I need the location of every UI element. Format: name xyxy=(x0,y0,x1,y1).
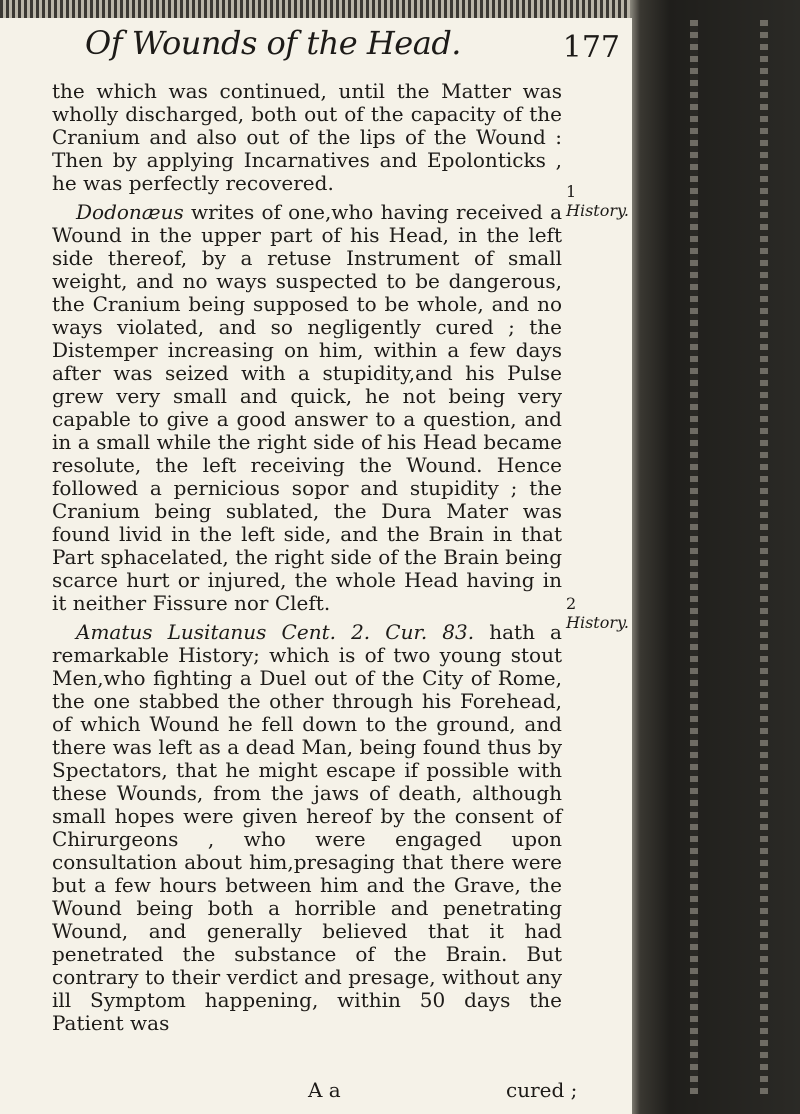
margin-note xyxy=(566,182,632,220)
margin-note-label: History. xyxy=(566,201,629,220)
body-text xyxy=(52,80,562,1041)
paragraph-text: the which was continued, until the Matter was wholly discharged, both out of the capacity of the Cranium and also out of the lips of the Wound : Then by applying Incarnatives and Epolonticks , he was perfectly recovered. xyxy=(52,79,562,195)
margin-note-label: History. xyxy=(566,613,629,632)
running-title: Of Wounds of the Head. xyxy=(85,24,461,62)
book-page xyxy=(0,18,632,1114)
margin-note-number: 2 xyxy=(566,594,577,613)
book-binding-edge xyxy=(630,0,800,1114)
paragraph-lead-italic: Amatus Lusitanus Cent. 2. Cur. 83. xyxy=(76,620,475,644)
margin-note-number: 1 xyxy=(566,182,577,201)
page-number: 177 xyxy=(562,30,620,65)
paragraph-lead-italic: Dodonæus xyxy=(76,200,184,224)
paragraph-text: writes of one,who having received a Wound in the upper part of his Head, in the left side thereof, by a retuse Instrument of small weight, and no ways suspected to be dangerous, the Cranium being supposed to be whole, and no ways violated, and so negligently cured ; the Distemper increasing on him, within a few days after was seized with a stupidity,and his Pulse grew very small and quick, he not being very capable to give a good answer to a question, and in a small while the right side of his Head became resolute, the left receiving the Wound. Hence followed a pernicious sopor and stupidity ; the Cranium being sublated, the Dura Mater was found livid in the left side, and the Brain in that Part sphacelated, the right side of the Brain being scarce hurt or injured, the whole Head having in it neither Fissure nor Cleft. xyxy=(52,200,562,615)
binding-stripe xyxy=(690,20,698,1094)
binding-stripe xyxy=(760,20,768,1094)
paragraph xyxy=(52,201,562,615)
signature-mark: A a xyxy=(308,1078,341,1102)
paragraph xyxy=(52,80,562,195)
catchword: cured ; xyxy=(506,1078,578,1102)
paragraph xyxy=(52,621,562,1035)
margin-note xyxy=(566,594,632,632)
paragraph-text: hath a remarkable History; which is of two young stout Men,who fighting a Duel out of the City of Rome, the one stabbed the other through his Forehead, of which Wound he fell down to the ground, and there was left as a dead Man, being found thus by Spectators, that he might escape if possible with these Wounds, from the jaws of death, although small hopes were given hereof by the consent of Chirurgeons , who were engaged upon consultation about him,presaging that there were but a few hours between him and the Grave, the Wound being both a horrible and penetrating Wound, and generally believed that it had penetrated the substance of the Brain. But contrary to their verdict and presage, without any ill Symptom happening, within 50 days the Patient was xyxy=(52,620,562,1035)
page-header xyxy=(60,22,620,65)
